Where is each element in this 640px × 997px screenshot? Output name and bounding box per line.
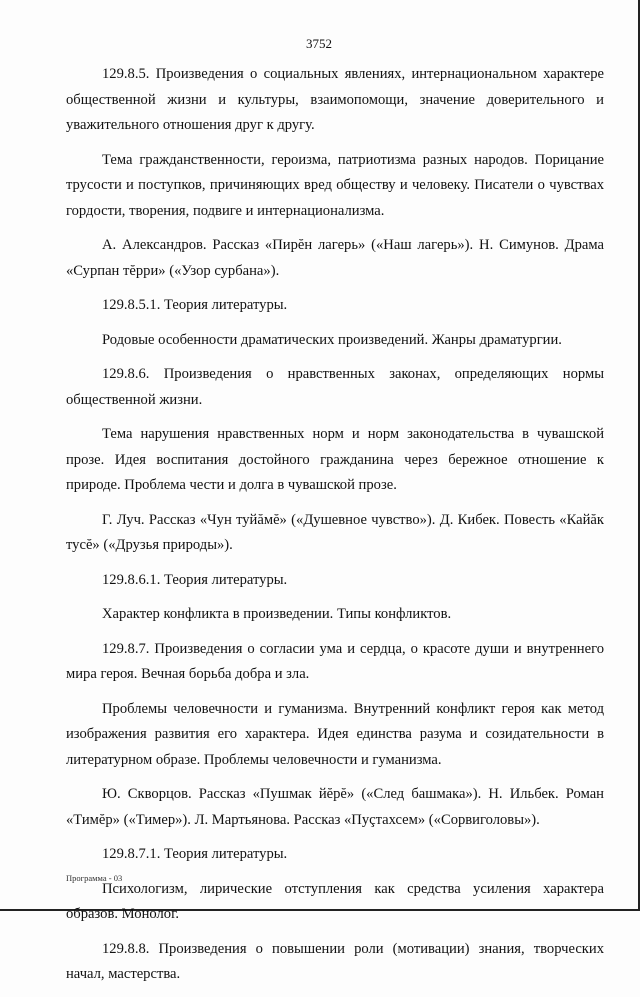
paragraph: Тема нарушения нравственных норм и норм законодательства в чувашской прозе. Идея воспитания достойного гражданина через бережное отношение к природе. Проблема чести и долга в чувашской прозе. (66, 426, 604, 493)
paragraph: Родовые особенности драматических произведений. Жанры драматургии. (102, 331, 562, 348)
paragraph: 129.8.5.1. Теория литературы. (102, 297, 288, 313)
document-body (66, 62, 604, 997)
paragraph: Характер конфликта в произведении. Типы конфликтов. (102, 606, 452, 622)
paragraph: Тема гражданственности, героизма, патриотизма разных народов. Порицание трусости и поступков, причиняющих вред обществу и человеку. Писатели о чувствах гордости, творения, подвиге и интернационализма. (66, 151, 604, 219)
page-number: 3752 (306, 36, 332, 51)
paragraph: 129.8.8. Произведения о повышении роли (мотивации) знания, творческих начал, мастерства. (66, 940, 604, 982)
paragraph: 129.8.7.1. Теория литературы. (102, 846, 288, 862)
paragraph: Ю. Скворцов. Рассказ «Пушмак йĕрĕ» («След башмака»). Н. Ильбек. Роман «Тимĕр» («Тимер»). Л. Мартьянова. Рассказ «Пуçтахсем» («Сорвиголовы»). (66, 786, 604, 828)
paragraph: Психологизм, лирические отступления как средства усиления характера образов. Монолог. (66, 880, 604, 922)
paragraph: Г. Луч. Рассказ «Чун туйăмĕ» («Душевное чувство»). Д. Кибек. Повесть «Кайăк тусĕ» («Друзья природы»). (66, 511, 604, 553)
paragraph: 129.8.6.1. Теория литературы. (102, 571, 288, 588)
paragraph: 129.8.6. Произведения о нравственных законах, определяющих нормы общественной жизни. (66, 366, 604, 408)
paragraph: А. Александров. Рассказ «Пирĕн лагерь» («Наш лагерь»). Н. Симунов. Драма «Сурпан тĕрри» («Узор сурбана»). (66, 237, 604, 279)
paragraph: Проблемы человечности и гуманизма. Внутренний конфликт героя как метод изображения развития его характера. Идея единства разума и созидательности в литературном образе. Проблемы человечности и гуманизма. (66, 700, 604, 768)
paragraph: 129.8.7. Произведения о согласии ума и сердца, о красоте души и внутреннего мира героя. Вечная борьба добра и зла. (66, 640, 604, 682)
footer-label: Программа - 03 (66, 873, 123, 883)
paragraph: 129.8.5. Произведения о социальных явлениях, интернациональном характере общественной жизни и культуры, взаимопомощи, значение доверительного и уважительного отношения друг к другу. (66, 66, 604, 133)
